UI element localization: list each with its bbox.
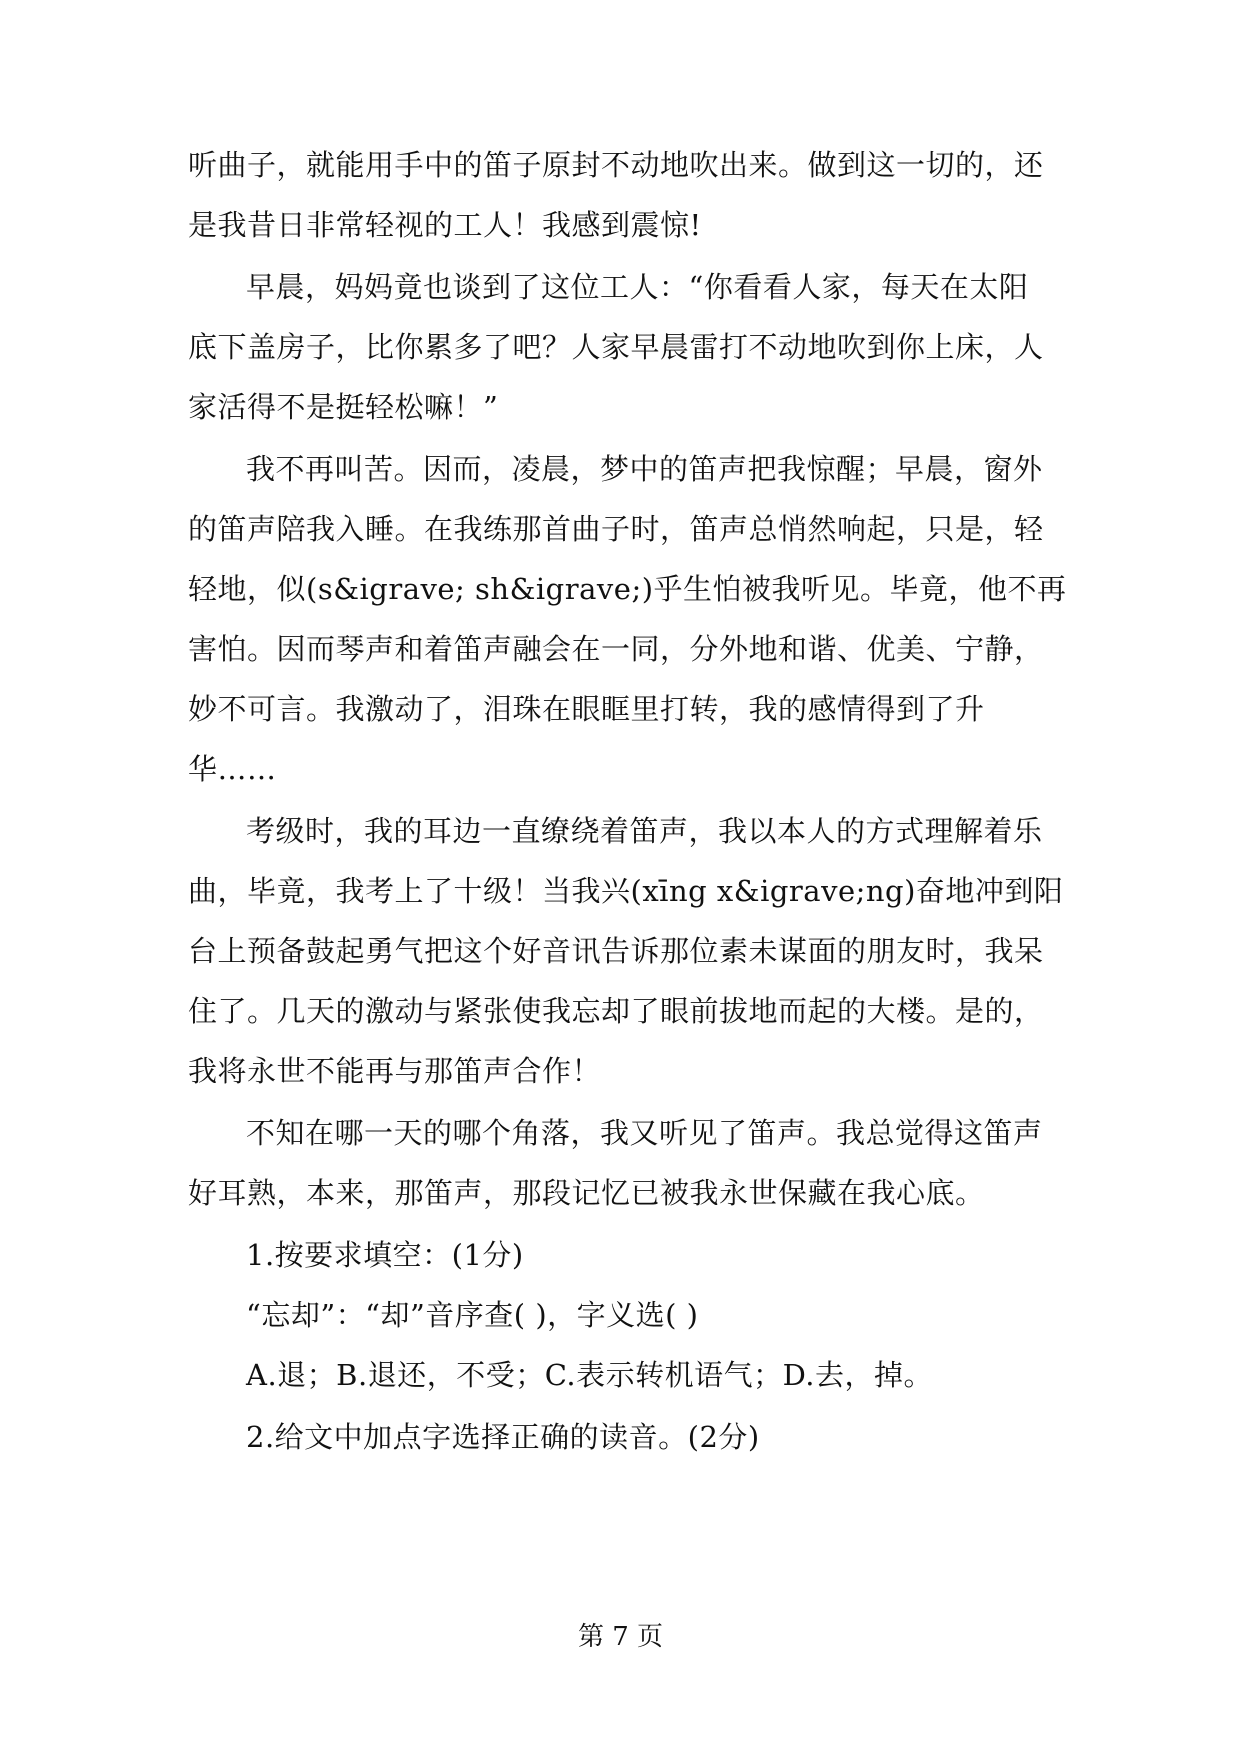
text-line: 我将永世不能再与那笛声合作！ <box>188 1054 602 1088</box>
text-line: 轻地，似(s&igrave; sh&igrave;)乎生怕被我听见。毕竟，他不再 <box>188 572 1067 606</box>
question-2: 2.给文中加点字选择正确的读音。(2分) <box>246 1420 760 1454</box>
text-line: 的笛声陪我入睡。在我练那首曲子时，笛声总悄然响起，只是，轻 <box>188 512 1044 546</box>
text-line: 是我昔日非常轻视的工人！我感到震惊! <box>188 208 702 242</box>
text-line: 妙不可言。我激动了，泪珠在眼眶里打转，我的感情得到了升 <box>188 692 985 726</box>
text-line: 底下盖房子，比你累多了吧？人家早晨雷打不动地吹到你上床，人 <box>188 330 1044 364</box>
text-line: 听曲子，就能用手中的笛子原封不动地吹出来。做到这一切的，还 <box>188 148 1044 182</box>
question-1: 1.按要求填空：(1分) <box>246 1238 524 1272</box>
paragraph-start: 不知在哪一天的哪个角落，我又听见了笛声。我总觉得这笛声 <box>246 1116 1043 1150</box>
text-line: 害怕。因而琴声和着笛声融会在一同，分外地和谐、优美、宁静， <box>188 632 1044 666</box>
page-number: 第 7 页 <box>577 1622 664 1652</box>
paragraph-start: 我不再叫苦。因而，凌晨，梦中的笛声把我惊醒；早晨，窗外 <box>246 452 1043 486</box>
text-line: 住了。几天的激动与紧张使我忘却了眼前拔地而起的大楼。是的， <box>188 994 1044 1028</box>
paragraph-start: 考级时，我的耳边一直缭绕着笛声，我以本人的方式理解着乐 <box>246 814 1043 848</box>
question-1-options: A.退；B.退还，不受；C.表示转机语气；D.去，掉。 <box>246 1358 934 1392</box>
paragraph-start: 早晨，妈妈竟也谈到了这位工人：“你看看人家，每天在太阳 <box>246 270 1029 304</box>
text-line: 曲，毕竟，我考上了十级！当我兴(xīng x&igrave;ng)奋地冲到阳 <box>188 874 1064 908</box>
text-line: 家活得不是挺轻松嘛！” <box>188 390 499 424</box>
question-1-prompt: “忘却”：“却”音序查( )，字义选( ) <box>246 1298 699 1332</box>
text-line: 华…… <box>188 752 277 786</box>
text-line: 台上预备鼓起勇气把这个好音讯告诉那位素未谋面的朋友时，我呆 <box>188 934 1044 968</box>
text-line: 好耳熟，本来，那笛声，那段记忆已被我永世保藏在我心底。 <box>188 1176 985 1210</box>
